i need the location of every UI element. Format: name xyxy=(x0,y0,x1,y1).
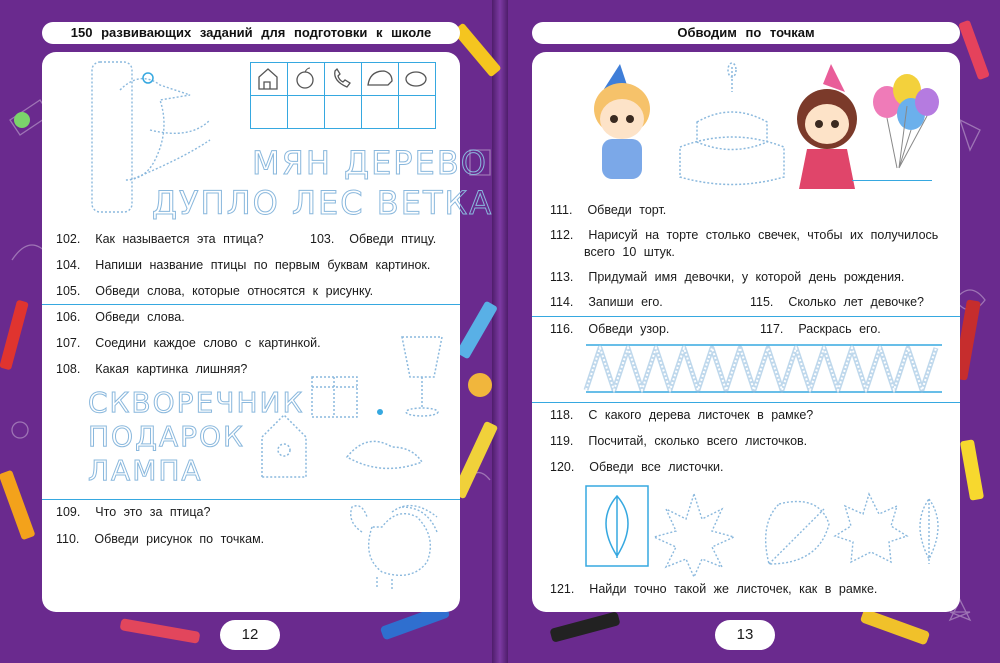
task-102 xyxy=(56,232,264,246)
task-text: Обведи узор. xyxy=(588,322,670,336)
task-number: 106. xyxy=(56,310,81,324)
task-106 xyxy=(56,310,185,324)
leaves-row xyxy=(584,484,954,574)
task-text: Придумай имя девочки, у которой день рождения. xyxy=(588,270,905,284)
left-page xyxy=(42,52,494,612)
task-103 xyxy=(310,232,436,246)
house-icon xyxy=(250,62,288,96)
left-page-header: 150 развивающих заданий для подготовки к школе xyxy=(42,22,460,44)
task-text: Какая картинка лишняя? xyxy=(95,362,248,376)
zigzag-pattern xyxy=(586,344,942,394)
girl-icon xyxy=(787,64,867,194)
answer-cell xyxy=(361,95,399,129)
trace-words-row1: МЯН ДЕРЕВО xyxy=(252,144,488,182)
task-112-cont xyxy=(584,245,675,259)
task-116 xyxy=(550,322,669,336)
right-page xyxy=(532,52,960,612)
task-text: Обведи птицу. xyxy=(349,232,437,246)
task-text: Обведи слова. xyxy=(95,310,185,324)
task-text: Обведи все листочки. xyxy=(589,460,724,474)
task-number: 105. xyxy=(56,284,81,298)
trace-word-gift: ПОДАРОК xyxy=(88,420,245,453)
task-number: 102. xyxy=(56,232,81,246)
task-text: Соедини каждое слово с картинкой. xyxy=(95,336,321,350)
page-number-right: 13 xyxy=(715,620,775,650)
task-number: 115. xyxy=(750,295,774,309)
task-number: 108. xyxy=(56,362,81,376)
task-number: 117. xyxy=(760,322,784,336)
task-text: С какого дерева листочек в рамке? xyxy=(588,408,814,422)
task-118 xyxy=(550,408,813,422)
trace-word-birdhouse: СКВОРЕЧНИК xyxy=(88,386,305,419)
task-text: Обведи торт. xyxy=(587,203,667,217)
task-number: 119. xyxy=(550,434,574,448)
task-113 xyxy=(550,270,904,284)
answer-cell xyxy=(287,95,325,129)
task-text: Запиши его. xyxy=(588,295,663,309)
task-text: Обведи слова, которые относятся к рисунку. xyxy=(95,284,374,298)
task-number: 121. xyxy=(550,582,575,596)
task-114 xyxy=(550,295,663,309)
right-page-header: Обводим по точкам xyxy=(532,22,960,44)
page-number-left: 12 xyxy=(220,620,280,650)
task-text: Раскрась его. xyxy=(798,322,881,336)
trace-word-lamp: ЛАМПА xyxy=(88,454,203,487)
answer-cell xyxy=(398,95,436,129)
task-117 xyxy=(760,322,881,336)
task-number: 120. xyxy=(550,460,575,474)
task-text: Сколько лет девочке? xyxy=(788,295,924,309)
task-119 xyxy=(550,434,807,448)
hedgehog-icon xyxy=(361,62,399,96)
task-number: 113. xyxy=(550,270,574,284)
answer-cell xyxy=(324,95,362,129)
task-number: 118. xyxy=(550,408,574,422)
cake-trace-icon xyxy=(672,62,792,192)
section-divider xyxy=(532,316,960,317)
boy-icon xyxy=(582,64,662,194)
task-104 xyxy=(56,258,430,272)
apple-icon xyxy=(287,62,325,96)
task-121 xyxy=(550,582,877,596)
task-109 xyxy=(56,505,210,519)
trace-words-row2: ДУПЛО ЛЕС ВЕТКА xyxy=(152,184,494,222)
answer-cell xyxy=(250,95,288,129)
task-number: 109. xyxy=(56,505,81,519)
task-number: 104. xyxy=(56,258,81,272)
task-text: Напиши название птицы по первым буквам картинок. xyxy=(95,258,431,272)
task-text: Как называется эта птица? xyxy=(95,232,264,246)
lemon-icon xyxy=(398,62,436,96)
section-divider xyxy=(532,402,960,403)
task-text: Обведи рисунок по точкам. xyxy=(94,532,265,546)
task-number: 107. xyxy=(56,336,81,350)
task-number: 111. xyxy=(550,203,573,217)
phone-icon xyxy=(324,62,362,96)
task-110 xyxy=(56,532,264,546)
task-number: 110. xyxy=(56,532,80,546)
task-120 xyxy=(550,460,724,474)
task-111 xyxy=(550,203,666,217)
task-105 xyxy=(56,284,373,298)
task-number: 116. xyxy=(550,322,574,336)
task-number: 103. xyxy=(310,232,335,246)
task-text: Найди точно такой же листочек, как в рамке. xyxy=(589,582,878,596)
dotted-pictures xyxy=(252,332,462,492)
task-115 xyxy=(750,295,924,309)
task-number: 114. xyxy=(550,295,574,309)
name-line xyxy=(852,180,932,181)
section-divider xyxy=(42,304,460,305)
task-text: Что это за птица? xyxy=(95,505,211,519)
task-112 xyxy=(550,228,938,242)
task-number: 112. xyxy=(550,228,574,242)
task-text: Нарисуй на торте столько свечек, чтобы их получилось xyxy=(588,228,939,242)
task-text: всего 10 штук. xyxy=(584,245,675,259)
task-text: Посчитай, сколько всего листочков. xyxy=(588,434,808,448)
task-108 xyxy=(56,362,247,376)
turkey-trace-icon xyxy=(332,497,442,597)
balloons-icon xyxy=(867,62,947,182)
